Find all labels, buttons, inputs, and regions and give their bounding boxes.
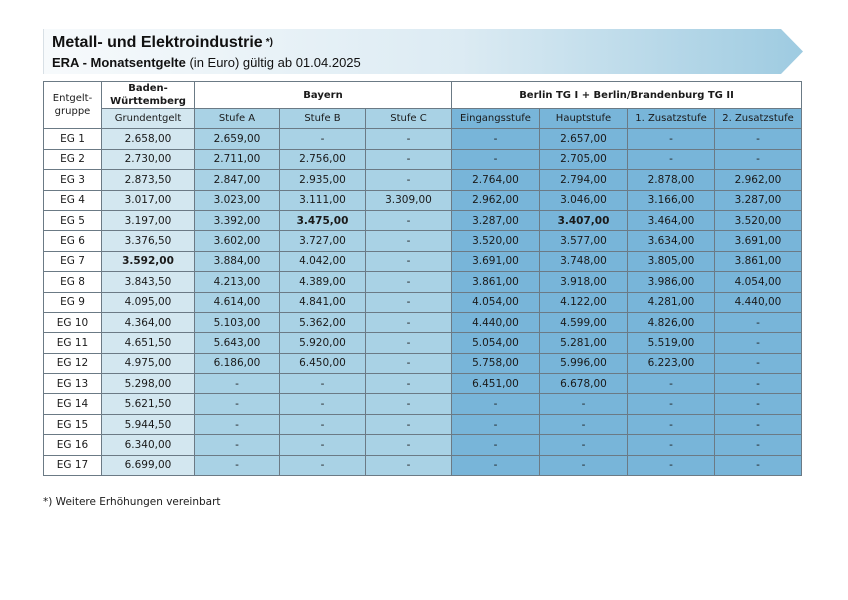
eg-label: EG 14 <box>44 394 102 414</box>
table-cell: - <box>366 394 452 414</box>
table-cell: 5.054,00 <box>452 333 540 353</box>
table-cell: - <box>280 394 366 414</box>
eg-label: EG 11 <box>44 333 102 353</box>
table-row <box>44 272 802 292</box>
table-cell: 4.281,00 <box>628 292 715 312</box>
table-cell: 3.861,00 <box>715 251 802 271</box>
table-cell: 3.691,00 <box>715 231 802 251</box>
table-cell: - <box>715 312 802 332</box>
table-row <box>44 190 802 210</box>
eg-label: EG 8 <box>44 272 102 292</box>
table-cell: 5.643,00 <box>195 333 280 353</box>
table-cell: 4.440,00 <box>452 312 540 332</box>
table-cell: 3.407,00 <box>540 210 628 230</box>
table-cell: 2.878,00 <box>628 170 715 190</box>
table-cell: 2.730,00 <box>102 149 195 169</box>
table-cell: - <box>366 129 452 149</box>
column-header: Eingangsstufe <box>452 109 540 129</box>
table-cell: - <box>628 129 715 149</box>
eg-label: EG 13 <box>44 374 102 394</box>
table-cell: 5.920,00 <box>280 333 366 353</box>
table-row <box>44 251 802 271</box>
table-row <box>44 394 802 414</box>
table-cell: - <box>628 435 715 455</box>
table-cell: - <box>540 394 628 414</box>
table-cell: - <box>366 292 452 312</box>
table-row <box>44 210 802 230</box>
table-cell: 5.621,50 <box>102 394 195 414</box>
table-cell: 4.975,00 <box>102 353 195 373</box>
table-cell: 2.659,00 <box>195 129 280 149</box>
column-header: 1. Zusatzstufe <box>628 109 715 129</box>
table-cell: 2.756,00 <box>280 149 366 169</box>
table-cell: 3.805,00 <box>628 251 715 271</box>
table-cell: 3.843,50 <box>102 272 195 292</box>
table-cell: - <box>366 455 452 475</box>
table-cell: - <box>280 374 366 394</box>
table-cell: 4.826,00 <box>628 312 715 332</box>
table-cell: - <box>195 414 280 434</box>
table-cell: 5.103,00 <box>195 312 280 332</box>
table-cell: - <box>366 170 452 190</box>
table-cell: - <box>715 435 802 455</box>
table-cell: 5.281,00 <box>540 333 628 353</box>
table-cell: - <box>366 272 452 292</box>
table-cell: - <box>366 312 452 332</box>
column-header: Grundentgelt <box>102 109 195 129</box>
table-row <box>44 129 802 149</box>
table-cell: - <box>280 455 366 475</box>
table-cell: 2.658,00 <box>102 129 195 149</box>
table-cell: 4.651,50 <box>102 333 195 353</box>
table-cell: 3.376,50 <box>102 231 195 251</box>
table-cell: - <box>715 374 802 394</box>
table-cell: 3.727,00 <box>280 231 366 251</box>
table-cell: 2.711,00 <box>195 149 280 169</box>
table-cell: 6.340,00 <box>102 435 195 455</box>
table-row <box>44 231 802 251</box>
table-cell: - <box>366 333 452 353</box>
table-cell: - <box>195 455 280 475</box>
table-cell: 4.054,00 <box>715 272 802 292</box>
table-row <box>44 353 802 373</box>
eg-label: EG 2 <box>44 149 102 169</box>
table-cell: 4.389,00 <box>280 272 366 292</box>
table-cell: 2.705,00 <box>540 149 628 169</box>
table-cell: - <box>366 251 452 271</box>
table-row <box>44 170 802 190</box>
eg-label: EG 1 <box>44 129 102 149</box>
eg-label: EG 16 <box>44 435 102 455</box>
table-cell: - <box>628 149 715 169</box>
table-cell: 4.440,00 <box>715 292 802 312</box>
table-cell: - <box>452 129 540 149</box>
eg-label: EG 15 <box>44 414 102 434</box>
table-cell: 4.095,00 <box>102 292 195 312</box>
eg-label: EG 9 <box>44 292 102 312</box>
table-cell: 4.364,00 <box>102 312 195 332</box>
table-cell: - <box>452 414 540 434</box>
table-cell: 3.287,00 <box>715 190 802 210</box>
table-cell: - <box>540 435 628 455</box>
table-cell: - <box>452 149 540 169</box>
table-cell: - <box>628 374 715 394</box>
table-cell: 3.861,00 <box>452 272 540 292</box>
table-cell: 2.764,00 <box>452 170 540 190</box>
header-banner <box>43 29 803 74</box>
table-cell: 6.678,00 <box>540 374 628 394</box>
table-cell: 3.017,00 <box>102 190 195 210</box>
eg-label: EG 4 <box>44 190 102 210</box>
table-cell: - <box>715 353 802 373</box>
table-cell: 2.847,00 <box>195 170 280 190</box>
table-cell: 3.046,00 <box>540 190 628 210</box>
table-cell: 5.944,50 <box>102 414 195 434</box>
column-header: Hauptstufe <box>540 109 628 129</box>
table-cell: 4.042,00 <box>280 251 366 271</box>
table-cell: - <box>715 333 802 353</box>
table-cell: 3.884,00 <box>195 251 280 271</box>
eg-label: EG 7 <box>44 251 102 271</box>
table-cell: 3.520,00 <box>452 231 540 251</box>
table-row <box>44 333 802 353</box>
page-subtitle: ERA - Monatsentgelte (in Euro) gültig ab 01.04.2025 <box>52 55 361 70</box>
table-cell: 6.186,00 <box>195 353 280 373</box>
column-header: Stufe C <box>366 109 452 129</box>
table-cell: - <box>366 414 452 434</box>
table-cell: 3.464,00 <box>628 210 715 230</box>
table-cell: - <box>452 435 540 455</box>
table-cell: 6.223,00 <box>628 353 715 373</box>
table-cell: 3.691,00 <box>452 251 540 271</box>
table-cell: 4.841,00 <box>280 292 366 312</box>
table-cell: 2.873,50 <box>102 170 195 190</box>
column-header: Stufe B <box>280 109 366 129</box>
table-cell: 5.758,00 <box>452 353 540 373</box>
region-header-berlin: Berlin TG I + Berlin/Brandenburg TG II <box>452 82 802 109</box>
table-cell: - <box>195 394 280 414</box>
region-header-bw: Baden- Württemberg <box>102 82 195 109</box>
table-cell: 3.023,00 <box>195 190 280 210</box>
table-cell: 3.748,00 <box>540 251 628 271</box>
table-cell: - <box>366 231 452 251</box>
table-cell: 3.392,00 <box>195 210 280 230</box>
table-cell: 3.918,00 <box>540 272 628 292</box>
table-cell: - <box>540 414 628 434</box>
table-cell: 3.475,00 <box>280 210 366 230</box>
table-cell: 3.634,00 <box>628 231 715 251</box>
table-row <box>44 435 802 455</box>
table-cell: 3.520,00 <box>715 210 802 230</box>
table-cell: - <box>715 149 802 169</box>
table-cell: 2.657,00 <box>540 129 628 149</box>
table-cell: 3.602,00 <box>195 231 280 251</box>
table-row <box>44 292 802 312</box>
eg-column-header: Entgelt- gruppe <box>44 82 102 129</box>
table-cell: - <box>715 394 802 414</box>
table-cell: 4.054,00 <box>452 292 540 312</box>
eg-label: EG 17 <box>44 455 102 475</box>
table-cell: - <box>366 149 452 169</box>
table-cell: 6.450,00 <box>280 353 366 373</box>
table-row <box>44 149 802 169</box>
table-cell: 3.287,00 <box>452 210 540 230</box>
table-cell: - <box>540 455 628 475</box>
table-cell: - <box>195 435 280 455</box>
table-cell: 4.122,00 <box>540 292 628 312</box>
table-cell: - <box>195 374 280 394</box>
region-header-bayern: Bayern <box>195 82 452 109</box>
eg-label: EG 5 <box>44 210 102 230</box>
table-cell: 2.962,00 <box>715 170 802 190</box>
table-cell: - <box>715 455 802 475</box>
table-cell: - <box>280 129 366 149</box>
table-cell: 5.298,00 <box>102 374 195 394</box>
column-header: Stufe A <box>195 109 280 129</box>
table-cell: 5.996,00 <box>540 353 628 373</box>
table-cell: - <box>452 394 540 414</box>
table-cell: 2.962,00 <box>452 190 540 210</box>
table-cell: 3.592,00 <box>102 251 195 271</box>
table-row <box>44 312 802 332</box>
salary-table <box>43 81 802 476</box>
table-cell: 4.599,00 <box>540 312 628 332</box>
table-cell: 5.519,00 <box>628 333 715 353</box>
table-cell: - <box>628 455 715 475</box>
table-cell: 3.166,00 <box>628 190 715 210</box>
table-cell: - <box>366 210 452 230</box>
page-title: Metall- und Elektroindustrie *) <box>52 34 273 51</box>
table-cell: 3.309,00 <box>366 190 452 210</box>
eg-label: EG 3 <box>44 170 102 190</box>
table-cell: 3.197,00 <box>102 210 195 230</box>
table-cell: 4.213,00 <box>195 272 280 292</box>
table-cell: 3.986,00 <box>628 272 715 292</box>
eg-label: EG 6 <box>44 231 102 251</box>
table-cell: - <box>366 353 452 373</box>
eg-label: EG 10 <box>44 312 102 332</box>
table-row <box>44 414 802 434</box>
column-header: 2. Zusatzstufe <box>715 109 802 129</box>
eg-label: EG 12 <box>44 353 102 373</box>
table-cell: 3.577,00 <box>540 231 628 251</box>
footnote: *) Weitere Erhöhungen vereinbart <box>43 496 221 508</box>
table-cell: 3.111,00 <box>280 190 366 210</box>
table-cell: - <box>366 435 452 455</box>
table-cell: - <box>452 455 540 475</box>
table-cell: - <box>366 374 452 394</box>
table-cell: 2.935,00 <box>280 170 366 190</box>
table-cell: - <box>280 435 366 455</box>
table-cell: 5.362,00 <box>280 312 366 332</box>
table-row <box>44 455 802 475</box>
table-row <box>44 374 802 394</box>
table-cell: - <box>715 414 802 434</box>
table-cell: - <box>628 414 715 434</box>
table-cell: - <box>628 394 715 414</box>
table-cell: 6.699,00 <box>102 455 195 475</box>
table-cell: - <box>715 129 802 149</box>
table-cell: - <box>280 414 366 434</box>
table-cell: 4.614,00 <box>195 292 280 312</box>
table-cell: 6.451,00 <box>452 374 540 394</box>
table-cell: 2.794,00 <box>540 170 628 190</box>
